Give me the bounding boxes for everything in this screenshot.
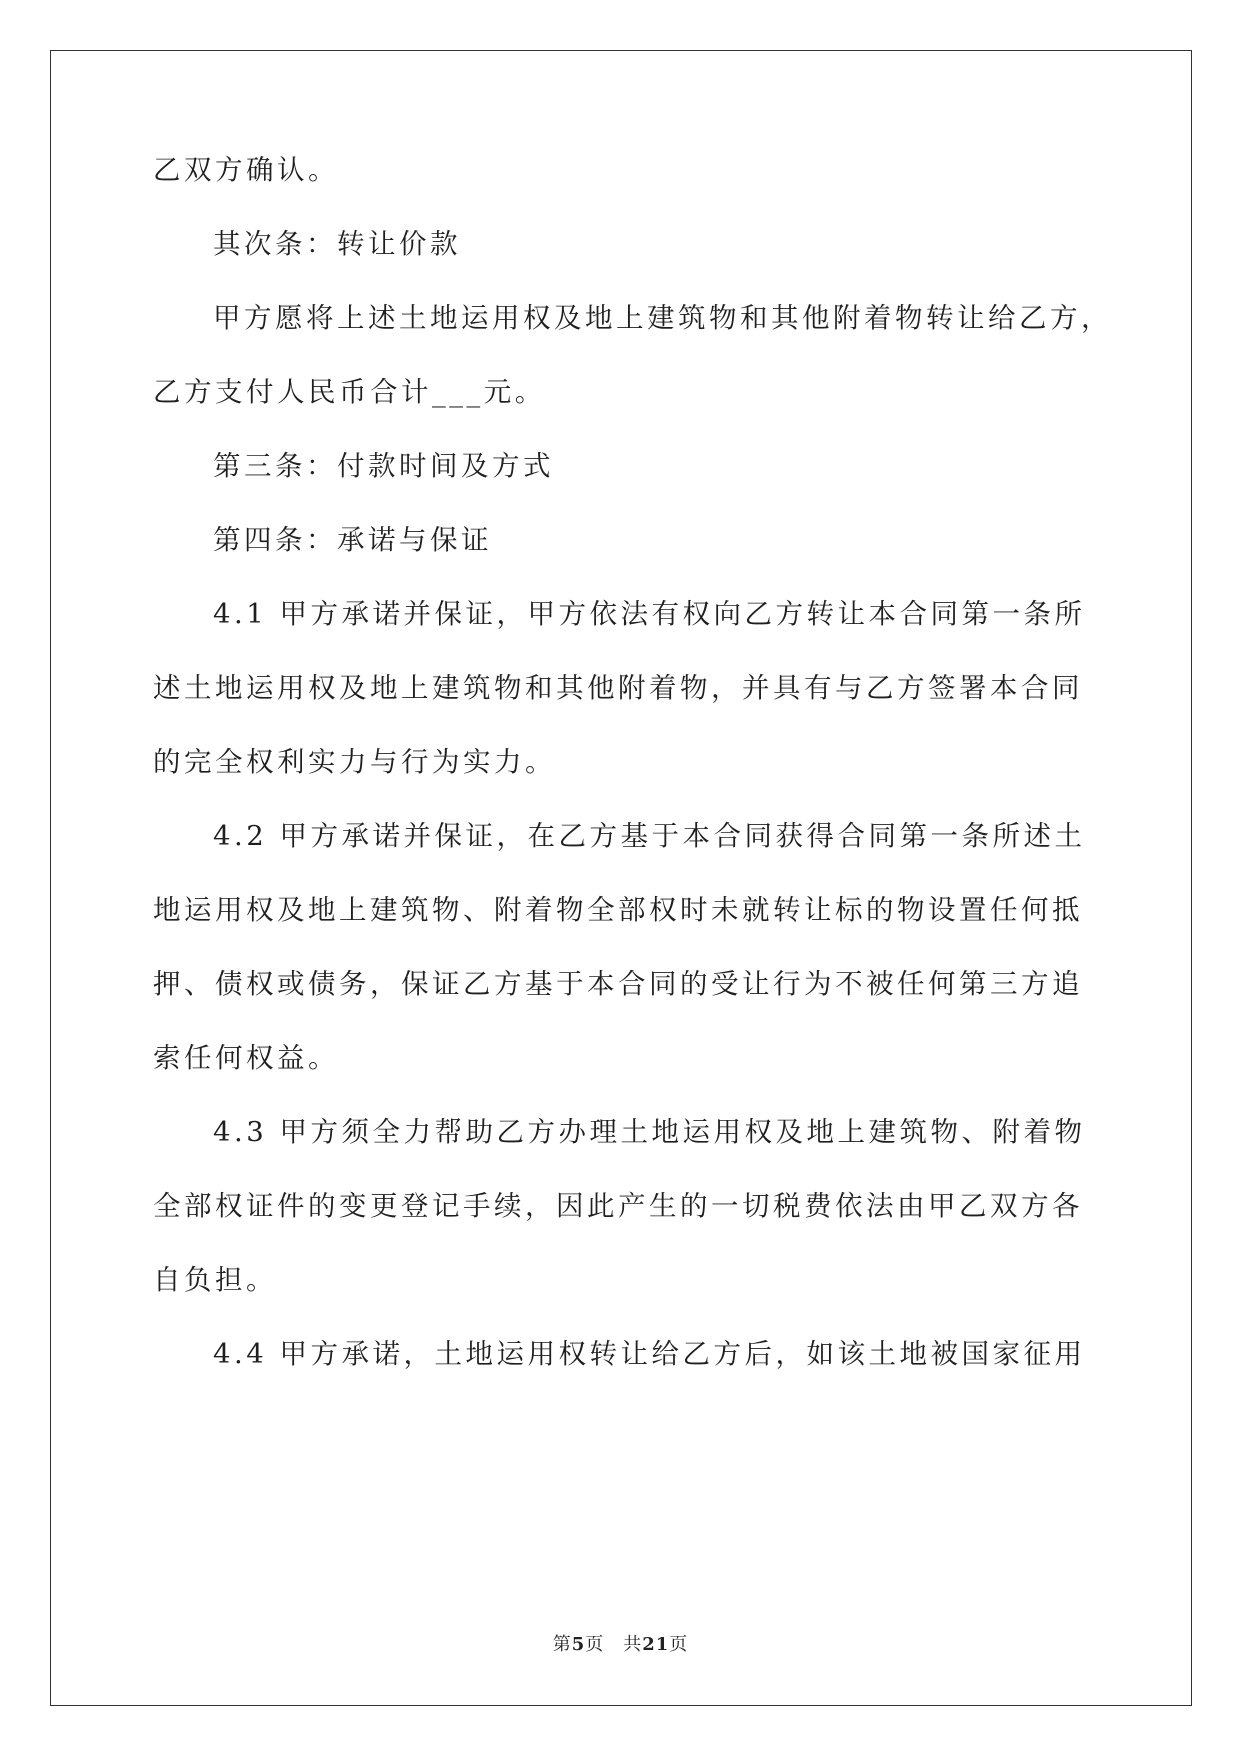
page-number: 5: [571, 1634, 586, 1655]
text-line: 的完全权利实力与行为实力。: [153, 746, 556, 778]
section-heading: 第四条：承诺与保证: [213, 524, 492, 556]
page-suffix: 页: [669, 1634, 689, 1655]
total-pages: 21: [642, 1634, 670, 1655]
text-line: 乙方支付人民币合计___元。: [153, 376, 546, 408]
page-prefix: 第: [552, 1634, 572, 1655]
page-mid: 页 共: [585, 1634, 643, 1655]
section-heading: 第三条：付款时间及方式: [213, 450, 554, 482]
section-heading: 其次条：转让价款: [213, 228, 461, 260]
text-line: 述土地运用权及地上建筑物和其他附着物，并具有与乙方签署本合同: [153, 672, 1083, 704]
text-line: 索任何权益。: [153, 1042, 339, 1074]
text-line: 乙双方确认。: [153, 154, 339, 186]
text-line: 4.2 甲方承诺并保证，在乙方基于本合同获得合同第一条所述土: [213, 820, 1086, 852]
text-line: 甲方愿将上述土地运用权及地上建筑物和其他附着物转让给乙方，: [213, 302, 1112, 334]
text-line: 全部权证件的变更登记手续，因此产生的一切税费依法由甲乙双方各: [153, 1190, 1083, 1222]
text-line: 4.1 甲方承诺并保证，甲方依法有权向乙方转让本合同第一条所: [213, 598, 1086, 630]
text-line: 地运用权及地上建筑物、附着物全部权时未就转让标的物设置任何抵: [153, 894, 1083, 926]
text-line: 自负担。: [153, 1264, 277, 1296]
text-line: 4.4 甲方承诺，土地运用权转让给乙方后，如该土地被国家征用: [213, 1338, 1086, 1370]
text-line: 4.3 甲方须全力帮助乙方办理土地运用权及地上建筑物、附着物: [213, 1116, 1086, 1148]
page-footer: [0, 1630, 1241, 1656]
text-line: 押、债权或债务，保证乙方基于本合同的受让行为不被任何第三方追: [153, 968, 1083, 1000]
